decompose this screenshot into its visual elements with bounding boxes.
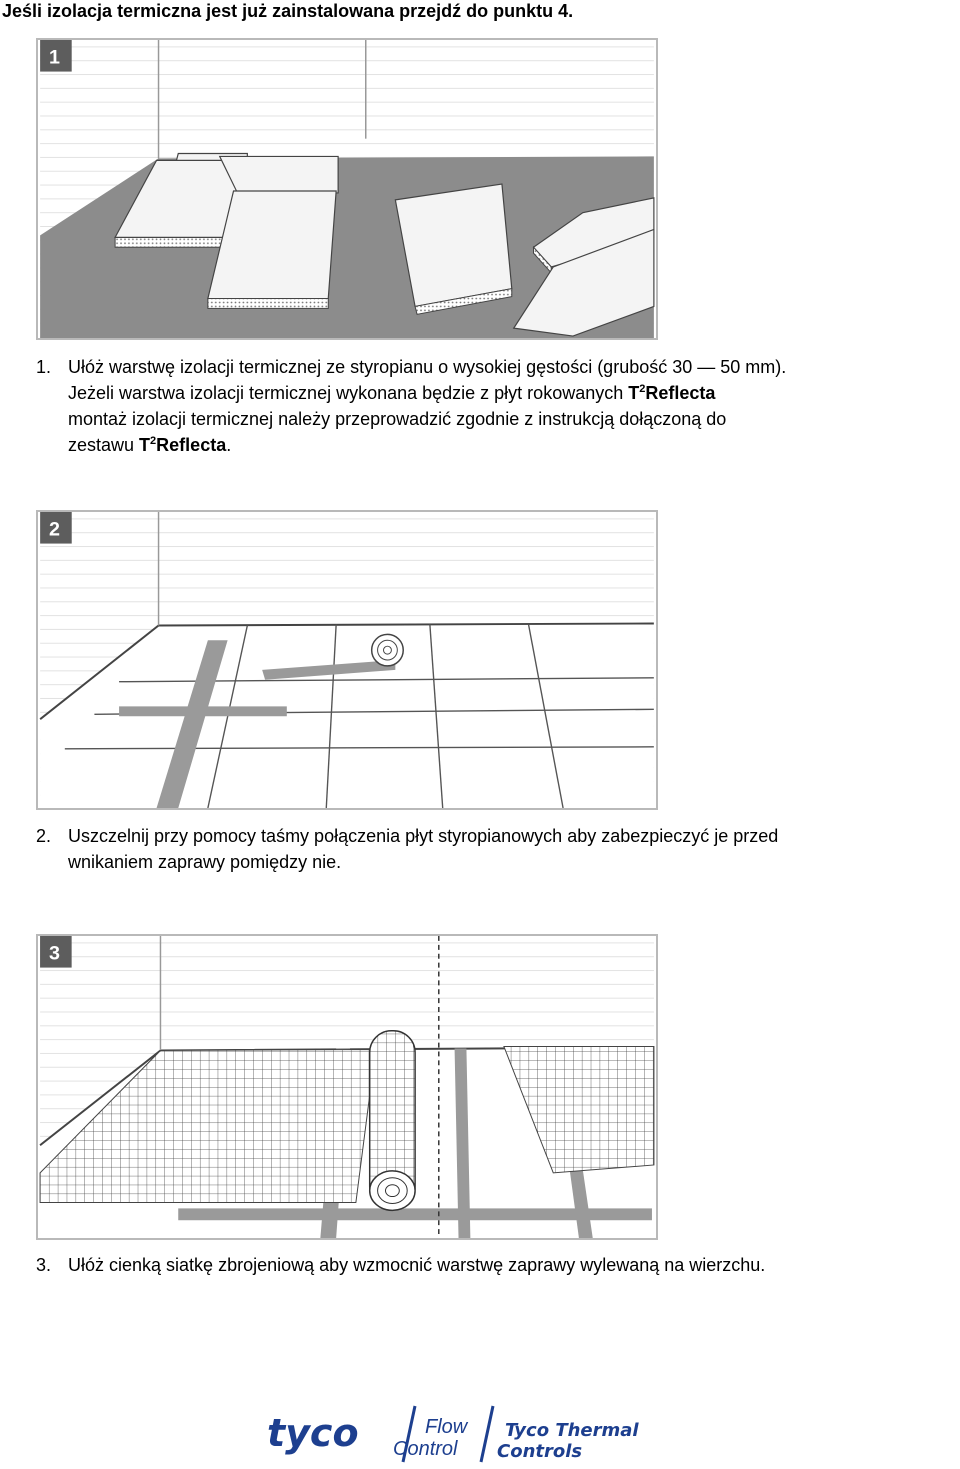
step-1-line-4-brand-t: T [139,435,151,455]
tyco-logo-graphic [265,1404,685,1464]
step-1-line-4 [68,432,960,458]
figure-2-badge-number: 2 [49,518,60,541]
figure-1-badge-number: 1 [49,46,60,69]
step-1-brand-sup: 2 [639,383,646,395]
step-2-line-1: Uszczelnij przy pomocy taśmy połączenia płyt styropianowych aby zabezpieczyć je przed [68,826,779,846]
step-1 [36,354,960,458]
tyco-logo-thermal: Tyco Thermal [505,1420,639,1441]
step-1-brand-reflecta: Reflecta [645,383,716,403]
tyco-logo-flow: Flow [425,1416,468,1438]
step-2 [36,823,960,875]
step-3 [36,1252,960,1278]
figure-1-illustration [38,40,656,338]
step-1-line-4-brand-reflecta: Reflecta [156,435,227,455]
step-1-line-4-period: . [226,435,232,455]
step-1-brand-t: T [628,383,640,403]
figure-3-badge-number: 3 [48,942,60,965]
tyco-logo-controls: Controls [497,1441,583,1462]
figure-3-illustration [38,936,656,1238]
step-1-line-2-text: Jeżeli warstwa izolacji termicznej wykonana będzie z płyt rokowanych [68,383,629,403]
step-3-line-1: Ułóż cienką siatkę zbrojeniową aby wzmocnić warstwę zaprawy wylewaną na wierzchu. [68,1255,766,1275]
step-3-number: 3. [36,1255,52,1275]
tyco-logo-brand: tyco [267,1411,359,1455]
step-1-line-4-text: zestawu [68,435,140,455]
figure-1-insulation-boards [36,38,658,340]
step-1-line-4-brand-sup: 2 [150,435,157,447]
figure-2-illustration [38,512,656,808]
step-1-number: 1. [36,357,52,377]
step-2-number: 2. [36,826,52,846]
figure-2-sealing-tape [36,510,658,810]
figure-3-reinforcement-mesh [36,934,658,1240]
page-heading: Jeśli izolacja termiczna jest już zainstalowana przejdź do punktu 4. [2,1,574,21]
step-1-line-1: Ułóż warstwę izolacji termicznej ze styropianu o wysokiej gęstości (grubość 30 — 50 mm). [68,357,787,377]
step-1-line-3: montaż izolacji termicznej należy przeprowadzić zgodnie z instrukcją dołączoną do [68,409,727,429]
step-2-line-2: wnikaniem zaprawy pomiędzy nie. [68,852,342,872]
tyco-logo-control: Control [393,1438,458,1460]
tyco-logo [265,1404,685,1464]
step-1-line-2 [68,380,960,406]
